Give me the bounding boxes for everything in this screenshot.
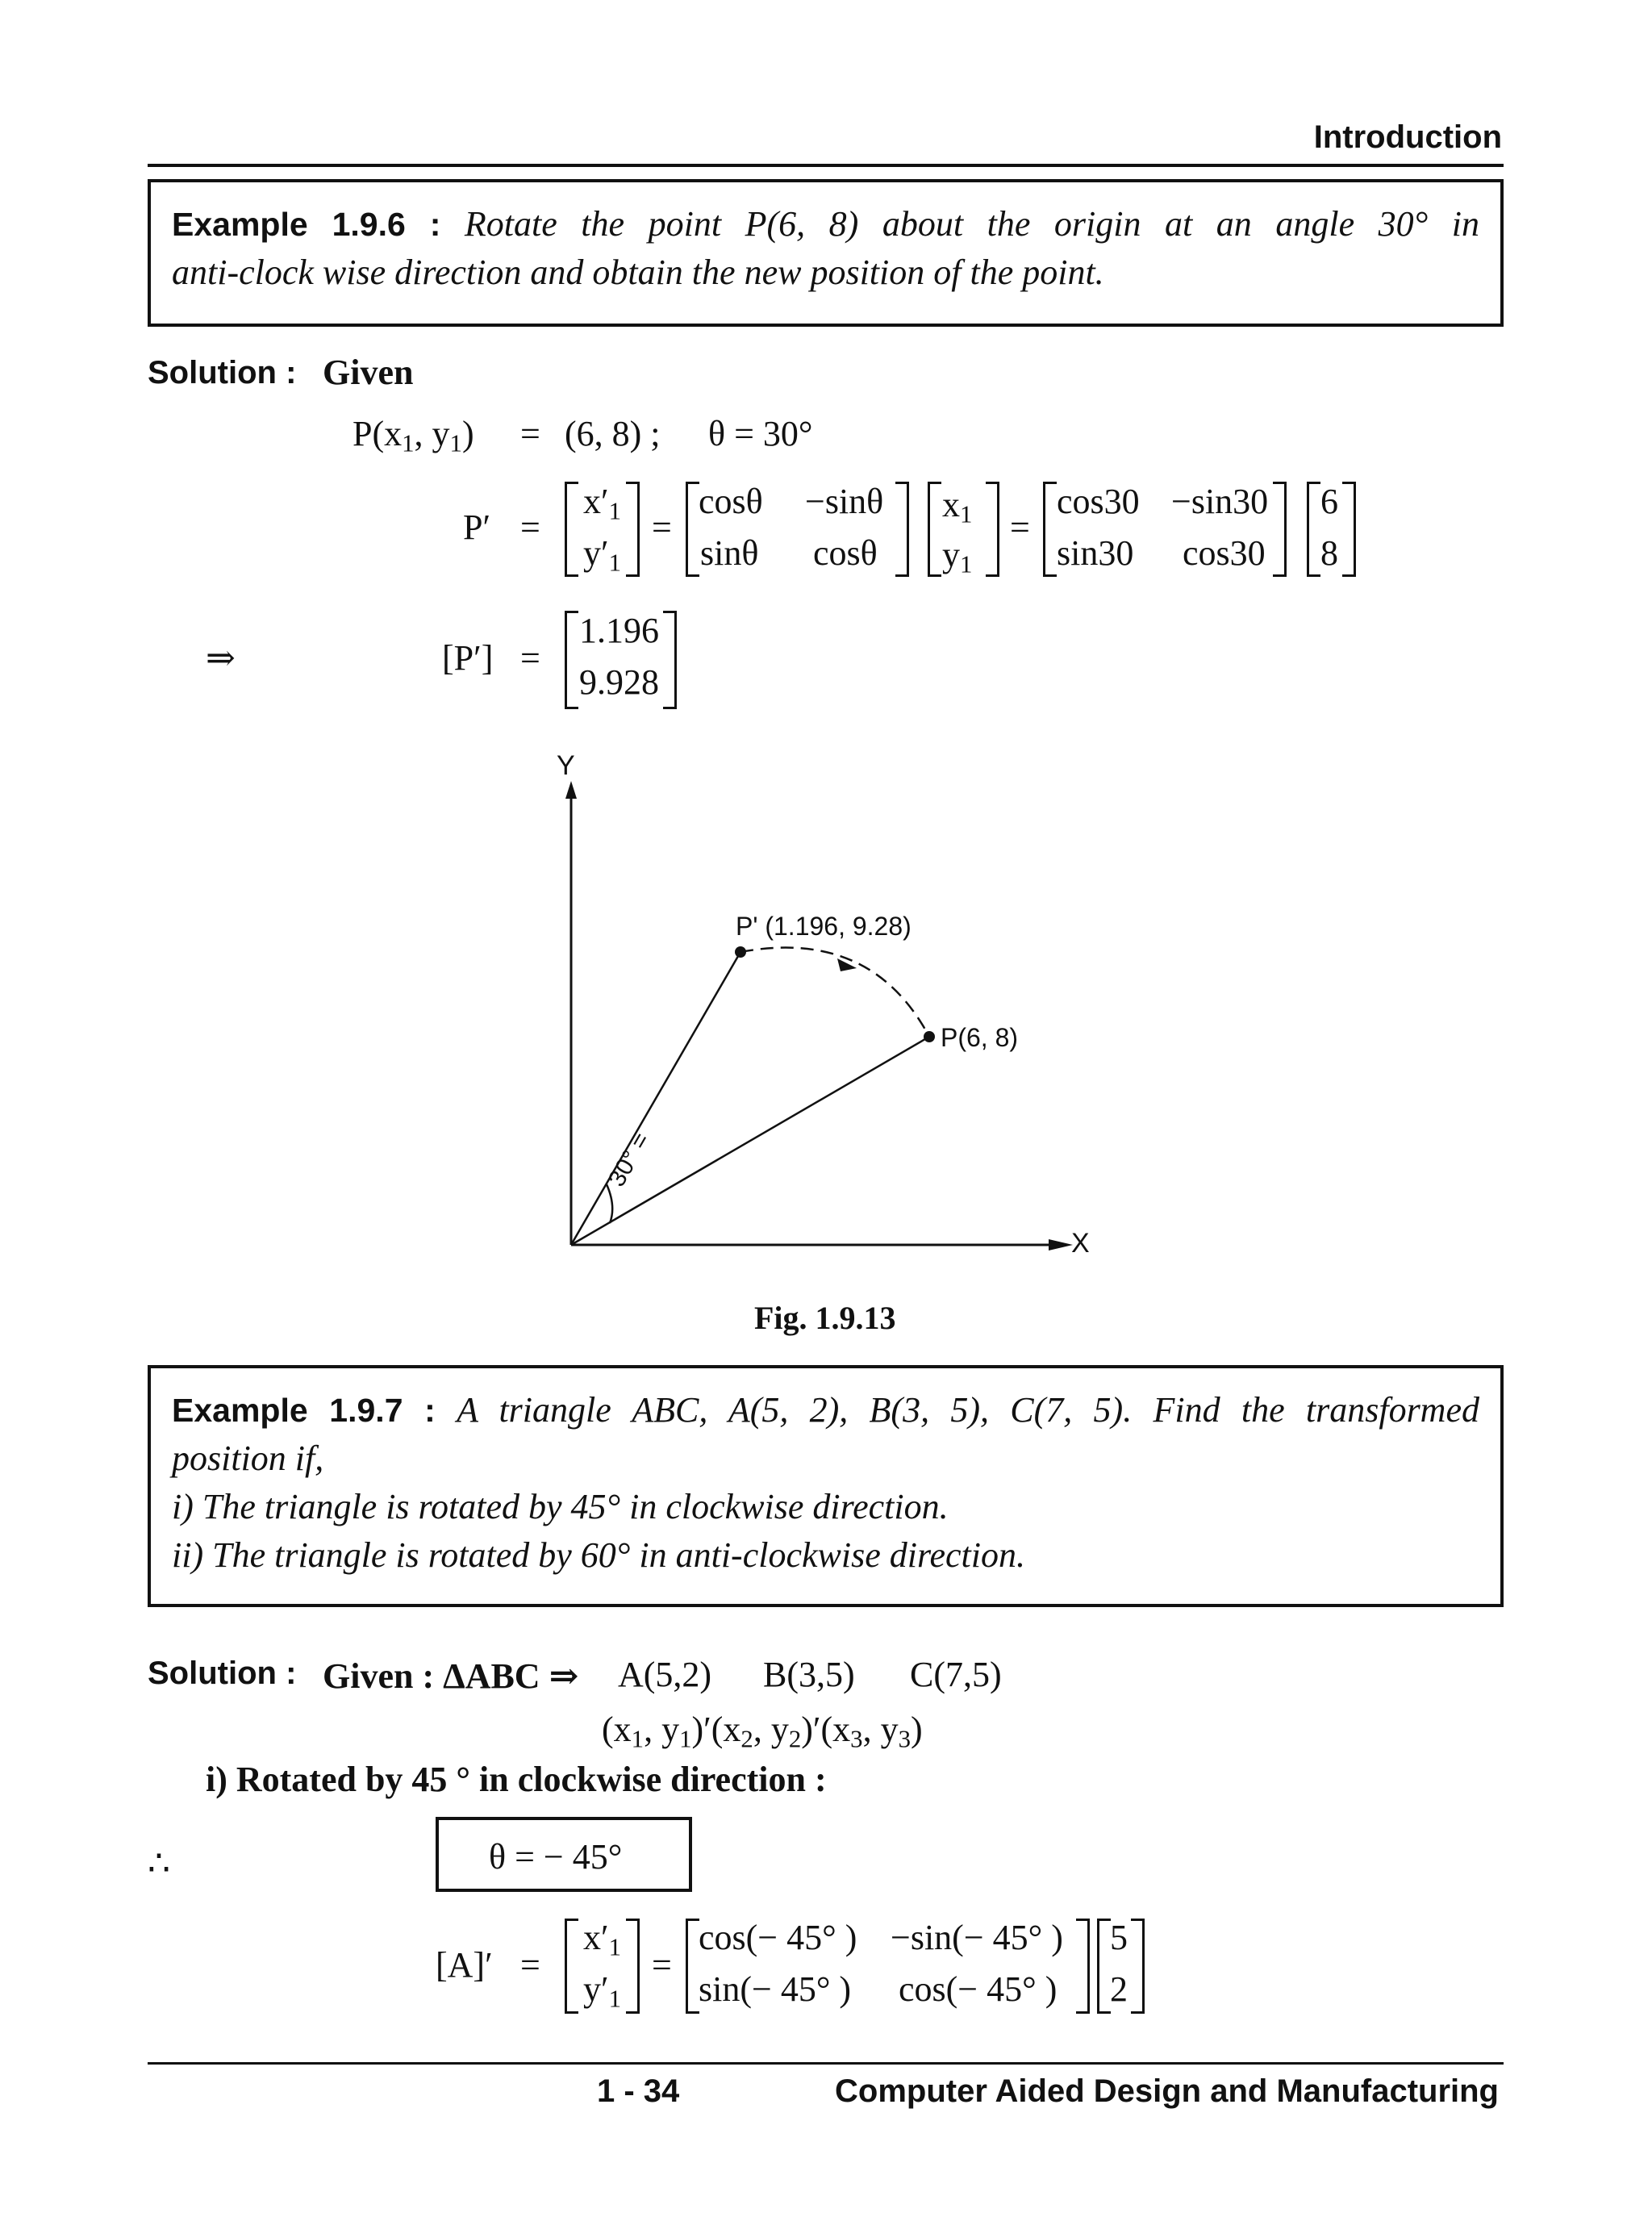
equals-sign: = bbox=[652, 507, 672, 547]
example-box-2 bbox=[148, 1365, 1504, 1607]
theta-value: θ = − 45° bbox=[489, 1837, 623, 1877]
equals-sign: = bbox=[1010, 507, 1030, 547]
matrix-cell: 5 bbox=[1110, 1918, 1128, 1957]
coordinate-labels: ($x_1$, $y_1)'(x_2$, $y_2)'(x_3$, $y_3$) bbox=[602, 1710, 923, 1753]
example-text-line-2: anti-clock wise direction and obtain the new position of the point. bbox=[172, 253, 1104, 292]
matrix-cell: $y_1$ bbox=[942, 535, 973, 578]
matrix-cell: cos30 bbox=[1183, 533, 1266, 573]
p-prime-label: P′ bbox=[463, 507, 491, 547]
matrix-cell: −sin30 bbox=[1171, 482, 1269, 521]
op-prime-line bbox=[571, 952, 740, 1245]
example-text: A triangle ABC, A(5, 2), B(3, 5), C(7, 5). Find the transformed bbox=[457, 1390, 1479, 1430]
y-axis-arrowhead bbox=[565, 781, 577, 799]
bracket-right bbox=[1131, 1919, 1145, 2014]
matrix-cell: cosθ bbox=[699, 482, 763, 521]
p-label: P(6, 8) bbox=[941, 1023, 1019, 1052]
implies-arrow: ⇒ bbox=[206, 638, 236, 678]
p-prime-point bbox=[735, 946, 746, 958]
matrix-cell: $x'_1$ bbox=[583, 482, 622, 525]
equals-sign: = bbox=[520, 414, 540, 453]
example-label: Example 1.9.6 : bbox=[172, 206, 441, 243]
solution-label: Solution : bbox=[148, 355, 297, 390]
given-label: Given bbox=[323, 353, 414, 392]
theta-value: θ = 30° bbox=[708, 414, 813, 453]
arc-arrowhead bbox=[837, 958, 857, 971]
result-cell: 1.196 bbox=[579, 611, 659, 650]
a-prime-label: [A]′ bbox=[436, 1945, 493, 1985]
y-axis-label: Y bbox=[557, 750, 575, 781]
matrix-cell: −sinθ bbox=[805, 482, 884, 521]
point-c: C(7,5) bbox=[910, 1655, 1002, 1694]
matrix-cell: cos(− 45° ) bbox=[699, 1918, 857, 1957]
bracket-left bbox=[686, 1919, 699, 2014]
angle-label: 30° = bbox=[603, 1128, 656, 1192]
matrix-cell: cos(− 45° ) bbox=[899, 1969, 1058, 2009]
matrix-cell: sin(− 45° ) bbox=[699, 1969, 852, 2009]
example-label: Example 1.9.7 : bbox=[172, 1392, 436, 1429]
equals-sign: = bbox=[520, 507, 540, 547]
equals-sign: = bbox=[520, 1945, 540, 1985]
example-line-1 bbox=[172, 1386, 1479, 1434]
matrix-cell: 6 bbox=[1320, 482, 1338, 521]
equals-sign: = bbox=[652, 1945, 672, 1985]
given-label: Given : ΔABC ⇒ bbox=[323, 1656, 579, 1696]
footer-rule bbox=[148, 2062, 1504, 2065]
rotation-arc bbox=[740, 948, 929, 1037]
p-point bbox=[924, 1031, 935, 1042]
example-text-line-3: i) The triangle is rotated by 45° in clockwise direction. bbox=[172, 1487, 949, 1526]
example-text-line-4: ii) The triangle is rotated by 60° in anti-clockwise direction. bbox=[172, 1535, 1025, 1575]
x-axis-label: X bbox=[1071, 1228, 1090, 1259]
matrix-cell: 8 bbox=[1320, 533, 1338, 573]
bracket-left bbox=[1097, 1919, 1111, 2014]
bracket-right bbox=[626, 1919, 640, 2014]
matrix-cell: −sin(− 45° ) bbox=[891, 1918, 1063, 1957]
example-text-line-2: position if, bbox=[172, 1438, 324, 1478]
matrix-cell: sin30 bbox=[1057, 533, 1134, 573]
bracket-right bbox=[1076, 1919, 1090, 2014]
result-cell: 9.928 bbox=[579, 662, 659, 702]
point-b: B(3,5) bbox=[763, 1655, 855, 1694]
equals-sign: = bbox=[520, 638, 540, 678]
matrix-cell: $y'_1$ bbox=[583, 1969, 622, 2013]
bracket-left bbox=[565, 1919, 578, 2014]
point-a: A(5,2) bbox=[618, 1655, 712, 1694]
matrix-cell: $y'_1$ bbox=[583, 533, 622, 577]
therefore-symbol: ∴ bbox=[148, 1843, 170, 1883]
angle-arc bbox=[607, 1184, 612, 1223]
part-i-heading: i) Rotated by 45 ° in clockwise direction : bbox=[206, 1760, 827, 1799]
matrix-cell: $x_1$ bbox=[942, 485, 973, 528]
matrix-cell: cosθ bbox=[813, 533, 878, 573]
book-title: Computer Aided Design and Manufacturing bbox=[835, 2073, 1499, 2109]
section-header: Introduction bbox=[1313, 119, 1502, 155]
given-lhs: $P(x_1$, $y_1$) bbox=[353, 414, 474, 457]
matrix-cell: $x'_1$ bbox=[583, 1918, 622, 1961]
p-prime-label: P' (1.196, 9.28) bbox=[736, 912, 912, 941]
x-axis-arrowhead bbox=[1049, 1239, 1073, 1251]
result-lhs: [P′] bbox=[442, 638, 494, 678]
theta-box bbox=[436, 1817, 692, 1892]
figure-caption: Fig. 1.9.13 bbox=[754, 1300, 896, 1336]
page-number: 1 - 34 bbox=[597, 2073, 680, 2109]
given-rhs: (6, 8) ; bbox=[565, 414, 661, 453]
matrix-cell: sinθ bbox=[700, 533, 759, 573]
matrix-cell: cos30 bbox=[1057, 482, 1140, 521]
matrix-cell: 2 bbox=[1110, 1969, 1128, 2009]
solution-label: Solution : bbox=[148, 1656, 297, 1691]
given-statement bbox=[323, 1656, 578, 1697]
example-text: Rotate the point P(6, 8) about the origin at an angle 30° in bbox=[464, 204, 1479, 244]
